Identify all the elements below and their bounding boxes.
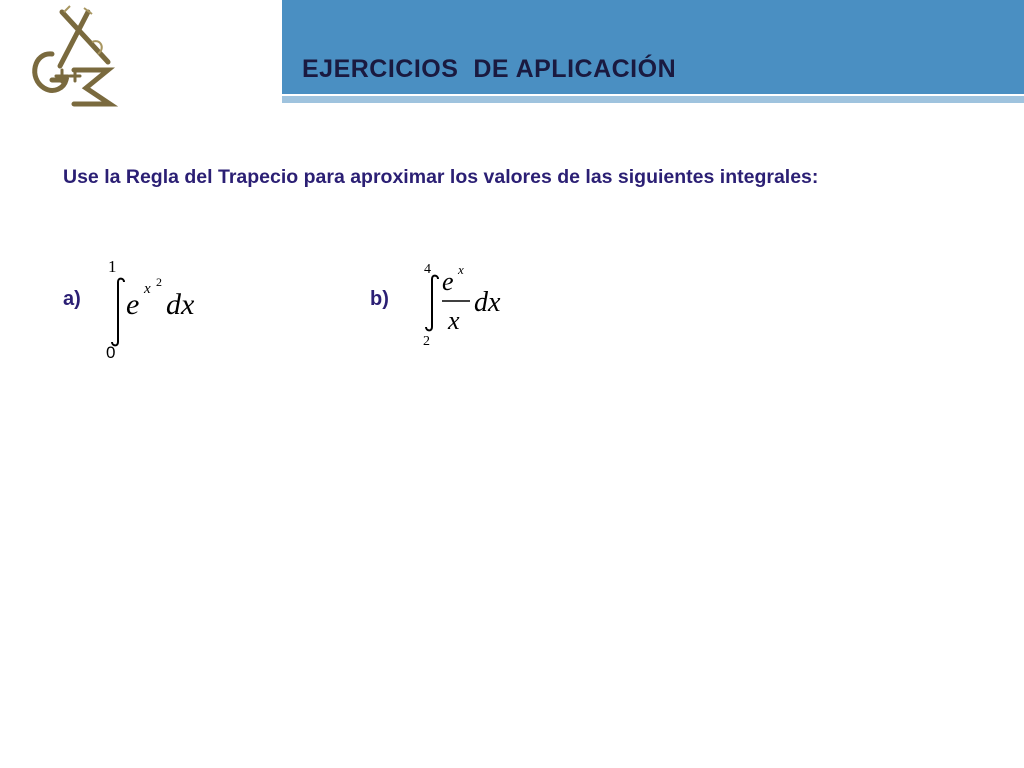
header-divider — [282, 96, 1024, 103]
integral-a-upper-limit: 1 — [108, 257, 117, 276]
integral-a-formula — [100, 250, 220, 365]
page-title: EJERCICIOS DE APLICACIÓN — [302, 55, 677, 83]
integral-sign-icon — [426, 276, 438, 331]
integral-b-lower-limit: 2 — [423, 334, 430, 349]
integral-b-denominator: x — [448, 306, 460, 335]
integral-b-upper-limit: 4 — [424, 262, 431, 277]
exercise-b-label: b) — [370, 288, 389, 310]
integral-sign-icon — [112, 279, 124, 346]
integral-a-exponent: x — [144, 281, 151, 297]
integral-a-lower-limit: 0 — [106, 343, 116, 362]
integral-b-numerator-base: e — [442, 267, 454, 296]
integral-a-differential: dx — [166, 288, 195, 321]
integral-a-exponent-power: 2 — [156, 275, 162, 289]
instructions-text: Use la Regla del Trapecio para aproximar los valores de las siguientes integrales: — [63, 166, 819, 188]
integral-b-formula — [418, 255, 528, 350]
integral-a-base: e — [126, 288, 140, 321]
exercise-a-label: a) — [63, 288, 81, 310]
integral-b-differential: dx — [474, 287, 501, 318]
integral-b-numerator-exponent: x — [458, 262, 464, 277]
math-symbols-logo-icon — [22, 4, 118, 108]
